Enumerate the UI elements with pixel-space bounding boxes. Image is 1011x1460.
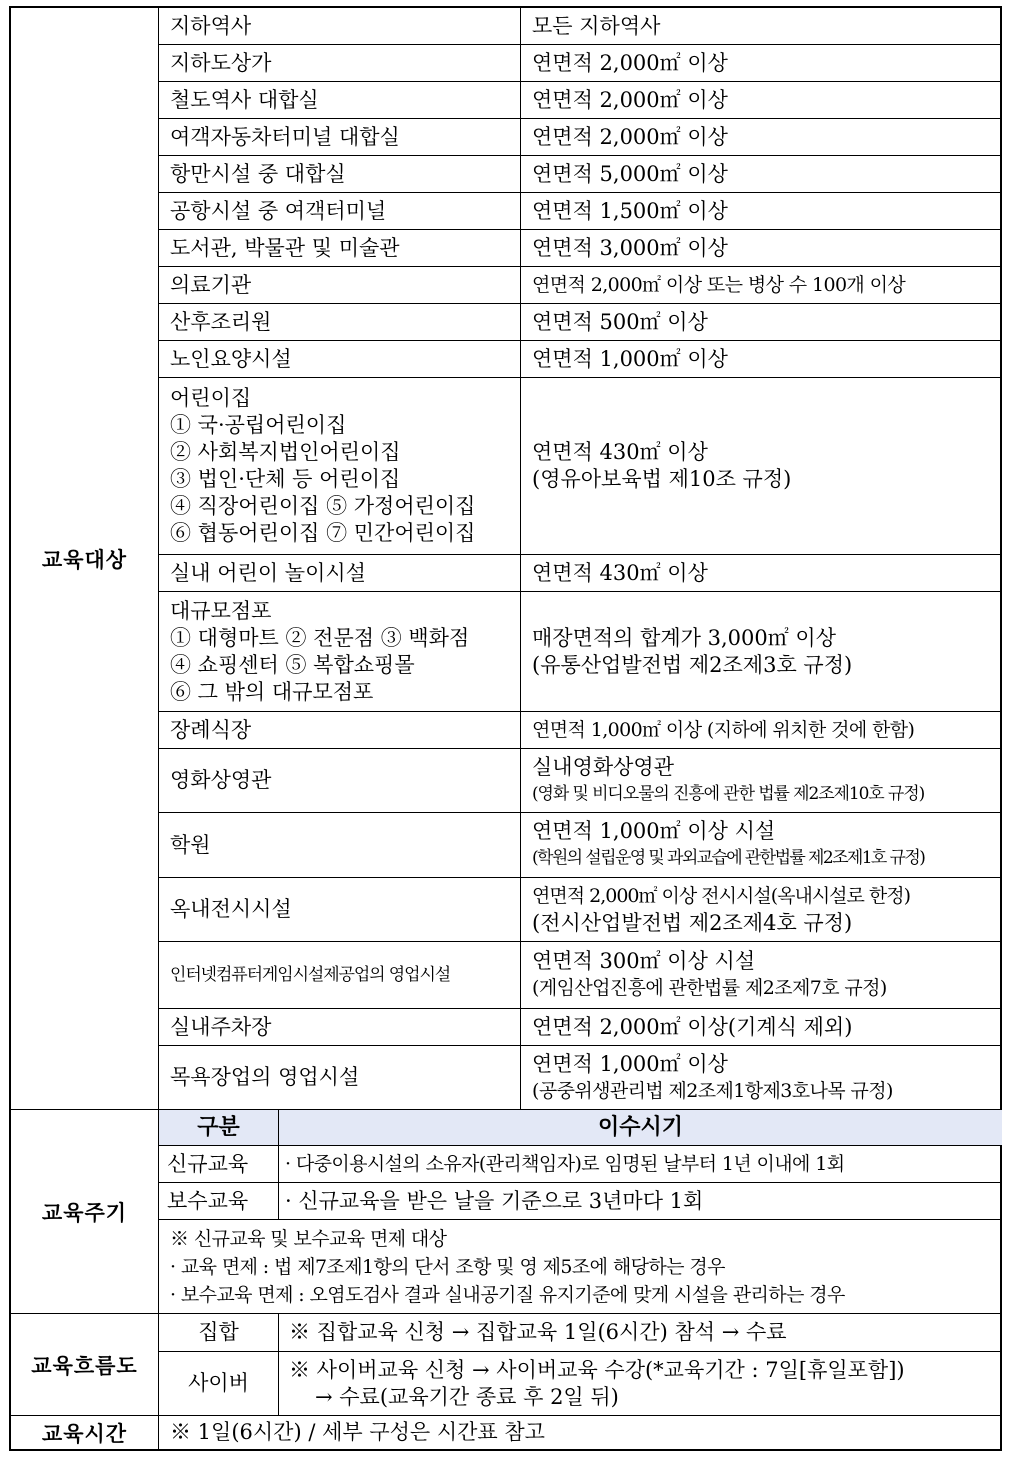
target-criteria: 연면적 430㎡ 이상 — [521, 555, 1002, 592]
target-facility: 여객자동차터미널 대합실 — [159, 119, 521, 156]
cycle-header-timing: 이수시기 — [279, 1110, 1002, 1146]
target-facility: 의료기관 — [159, 267, 521, 304]
section-label-time: 교육시간 — [11, 1416, 159, 1449]
target-facility: 공항시설 중 여객터미널 — [159, 193, 521, 230]
target-facility: 도서관, 박물관 및 미술관 — [159, 230, 521, 267]
target-criteria: 실내영화상영관 (영화 및 비디오물의 진흥에 관한 법률 제2조제10호 규정) — [521, 749, 1002, 813]
target-criteria: 연면적 1,000㎡ 이상 (지하에 위치한 것에 한함) — [521, 712, 1002, 749]
target-facility: 지하도상가 — [159, 45, 521, 82]
target-facility: 실내주차장 — [159, 1009, 521, 1046]
target-criteria: 연면적 430㎡ 이상 (영유아보육법 제10조 규정) — [521, 378, 1002, 555]
target-facility: 산후조리원 — [159, 304, 521, 341]
target-facility: 어린이집 ① 국·공립어린이집 ② 사회복지법인어린이집 ③ 법인·단체 등 어린이집 ④ 직장어린이집 ⑤ 가정어린이집 ⑥ 협동어린이집 ⑦ 민간어린이집 — [159, 378, 521, 555]
flow-type: 사이버 — [159, 1352, 279, 1416]
cycle-exemption-notes: ※ 신규교육 및 보수교육 면제 대상 · 교육 면제 : 법 제7조제1항의 단서 조항 및 영 제5조에 해당하는 경우 · 보수교육 면제 : 오염도검사 결과 실내공기질 유지기준에 맞게 시설을 관리하는 경우 — [159, 1220, 1002, 1314]
section-label-flow: 교육흐름도 — [11, 1314, 159, 1416]
flow-type: 집합 — [159, 1314, 279, 1352]
education-info-table — [9, 6, 1002, 1451]
target-facility: 학원 — [159, 813, 521, 878]
target-criteria: 연면적 5,000㎡ 이상 — [521, 156, 1002, 193]
target-facility: 영화상영관 — [159, 749, 521, 813]
target-facility: 철도역사 대합실 — [159, 82, 521, 119]
section-label-targets: 교육대상 — [11, 8, 159, 1110]
target-facility: 장례식장 — [159, 712, 521, 749]
target-criteria: 연면적 1,000㎡ 이상 (공중위생관리법 제2조제1항제3호나목 규정) — [521, 1046, 1002, 1110]
target-criteria: 매장면적의 합계가 3,000㎡ 이상 (유통산업발전법 제2조제3호 규정) — [521, 592, 1002, 712]
target-criteria: 연면적 2,000㎡ 이상 전시시설(옥내시설로 한정) (전시산업발전법 제2조제4호 규정) — [521, 878, 1002, 942]
target-facility: 항만시설 중 대합실 — [159, 156, 521, 193]
flow-steps: ※ 집합교육 신청 → 집합교육 1일(6시간) 참석 → 수료 — [279, 1314, 1002, 1352]
cycle-timing: · 신규교육을 받은 날을 기준으로 3년마다 1회 — [279, 1183, 1002, 1220]
target-criteria: 연면적 2,000㎡ 이상 — [521, 119, 1002, 156]
target-facility: 목욕장업의 영업시설 — [159, 1046, 521, 1110]
cycle-category: 신규교육 — [159, 1146, 279, 1183]
target-criteria: 연면적 1,000㎡ 이상 시설 (학원의 설립운영 및 과외교습에 관한법률 제2조제1호 규정) — [521, 813, 1002, 878]
time-text: ※ 1일(6시간) / 세부 구성은 시간표 참고 — [170, 1420, 545, 1444]
target-facility: 옥내전시시설 — [159, 878, 521, 942]
target-criteria: 연면적 2,000㎡ 이상 — [521, 45, 1002, 82]
target-criteria: 모든 지하역사 — [521, 8, 1002, 45]
target-criteria: 연면적 300㎡ 이상 시설 (게임산업진흥에 관한법률 제2조제7호 규정) — [521, 942, 1002, 1009]
target-criteria: 연면적 1,000㎡ 이상 — [521, 341, 1002, 378]
cycle-header-category: 구분 — [159, 1110, 279, 1146]
target-criteria: 연면적 2,000㎡ 이상 — [521, 82, 1002, 119]
section-label-cycle: 교육주기 — [11, 1110, 159, 1314]
cycle-category: 보수교육 — [159, 1183, 279, 1220]
target-facility: 지하역사 — [159, 8, 521, 45]
target-facility: 대규모점포 ① 대형마트 ② 전문점 ③ 백화점 ④ 쇼핑센터 ⑤ 복합쇼핑몰 ⑥ 그 밖의 대규모점포 — [159, 592, 521, 712]
target-criteria: 연면적 2,000㎡ 이상(기계식 제외) — [521, 1009, 1002, 1046]
target-criteria: 연면적 1,500㎡ 이상 — [521, 193, 1002, 230]
target-criteria: 연면적 500㎡ 이상 — [521, 304, 1002, 341]
cycle-timing: · 다중이용시설의 소유자(관리책임자)로 임명된 날부터 1년 이내에 1회 — [279, 1146, 1002, 1183]
target-criteria: 연면적 2,000㎡ 이상 또는 병상 수 100개 이상 — [521, 267, 1002, 304]
flow-steps: ※ 사이버교육 신청 → 사이버교육 수강(*교육기간 : 7일[휴일포함]) → 수료(교육기간 종료 후 2일 뒤) — [279, 1352, 1002, 1416]
target-criteria: 연면적 3,000㎡ 이상 — [521, 230, 1002, 267]
target-facility: 노인요양시설 — [159, 341, 521, 378]
target-facility: 실내 어린이 놀이시설 — [159, 555, 521, 592]
target-facility: 인터넷컴퓨터게임시설제공업의 영업시설 — [159, 942, 521, 1009]
